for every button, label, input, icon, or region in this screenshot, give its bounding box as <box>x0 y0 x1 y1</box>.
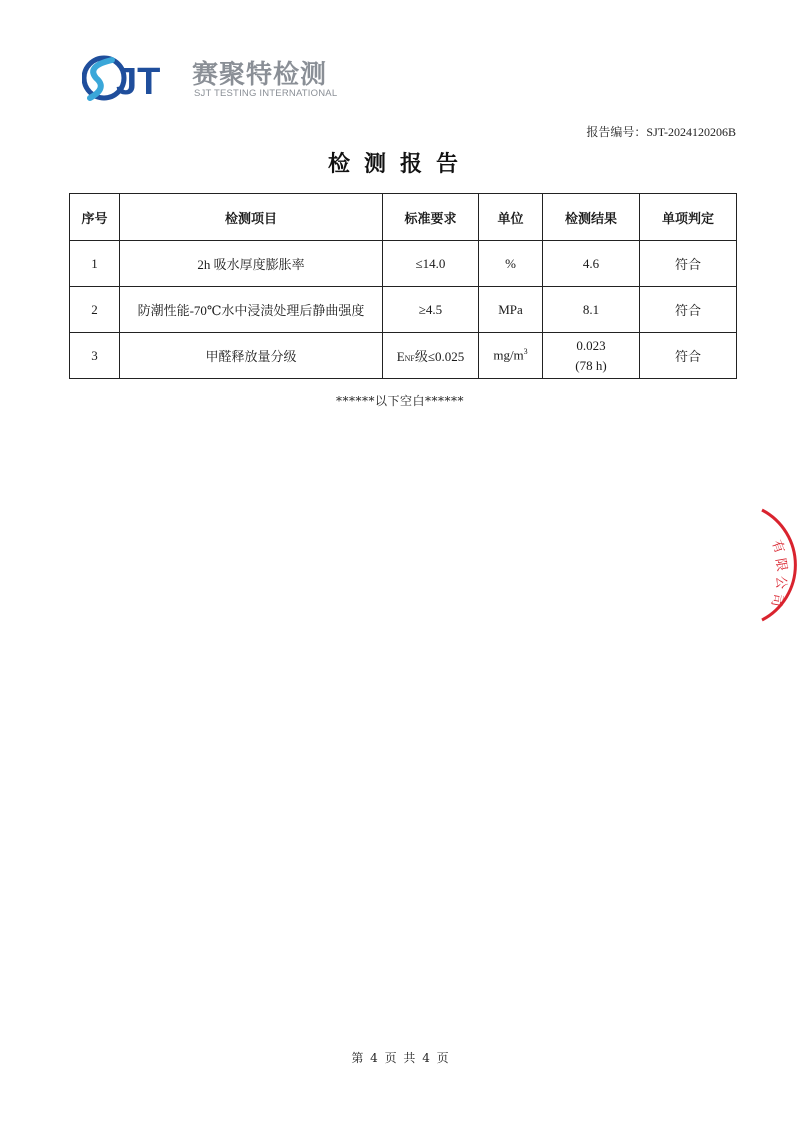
svg-text:限: 限 <box>772 557 790 573</box>
header-verdict: 单项判定 <box>640 194 737 241</box>
cell-item: 防潮性能-70℃水中浸渍处理后静曲强度 <box>120 287 383 333</box>
svg-text:司: 司 <box>767 592 785 608</box>
cell-verdict: 符合 <box>640 333 737 379</box>
cell-verdict: 符合 <box>640 287 737 333</box>
table-row <box>70 241 737 287</box>
cell-result <box>543 333 640 379</box>
table-header-row <box>70 194 737 241</box>
result-value: 0.023 <box>576 337 606 353</box>
cell-result: 8.1 <box>543 287 640 333</box>
svg-text:公: 公 <box>773 576 788 590</box>
brand-name-en: SJT TESTING INTERNATIONAL <box>194 88 338 99</box>
cell-unit: MPa <box>479 287 543 333</box>
cell-standard: ≤14.0 <box>383 241 479 287</box>
page-footer: 第 4 页 共 4 页 <box>351 1051 449 1065</box>
cell-standard: ≥4.5 <box>383 287 479 333</box>
svg-text:JT: JT <box>116 61 161 103</box>
brand-name-cn: 赛聚特检测 <box>192 60 328 90</box>
header-result: 检测结果 <box>543 194 640 241</box>
report-number-value: SJT-2024120206B <box>646 125 736 139</box>
company-logo <box>82 52 352 104</box>
cell-no: 2 <box>70 287 120 333</box>
cell-unit <box>479 333 543 379</box>
report-number-label: 报告编号： <box>586 125 647 139</box>
unit-base: mg/m <box>493 347 524 363</box>
report-number <box>586 123 736 140</box>
header-no: 序号 <box>70 194 120 241</box>
cell-item: 甲醛释放量分级 <box>120 333 383 379</box>
sjt-logo-icon <box>82 52 190 104</box>
blank-below-note: ******以下空白****** <box>335 394 464 408</box>
cell-item: 2h 吸水厚度膨胀率 <box>120 241 383 287</box>
std-suffix: 级≤0.025 <box>414 349 465 364</box>
company-seal-stamp <box>730 500 800 630</box>
table-row <box>70 333 737 379</box>
cell-standard <box>383 333 479 379</box>
unit-superscript: 3 <box>523 347 528 357</box>
cell-unit: % <box>479 241 543 287</box>
results-table <box>69 193 737 379</box>
header-item: 检测项目 <box>120 194 383 241</box>
header-unit: 单位 <box>479 194 543 241</box>
page-title: 检测报告 <box>327 152 472 177</box>
result-duration: (78 h) <box>575 357 607 373</box>
cell-no: 3 <box>70 333 120 379</box>
cell-no: 1 <box>70 241 120 287</box>
table-row <box>70 287 737 333</box>
std-prefix: E <box>396 349 405 364</box>
header-standard: 标准要求 <box>383 194 479 241</box>
cell-verdict: 符合 <box>640 241 737 287</box>
svg-text:有: 有 <box>768 538 787 556</box>
std-subscript: NF <box>404 354 415 363</box>
cell-result: 4.6 <box>543 241 640 287</box>
